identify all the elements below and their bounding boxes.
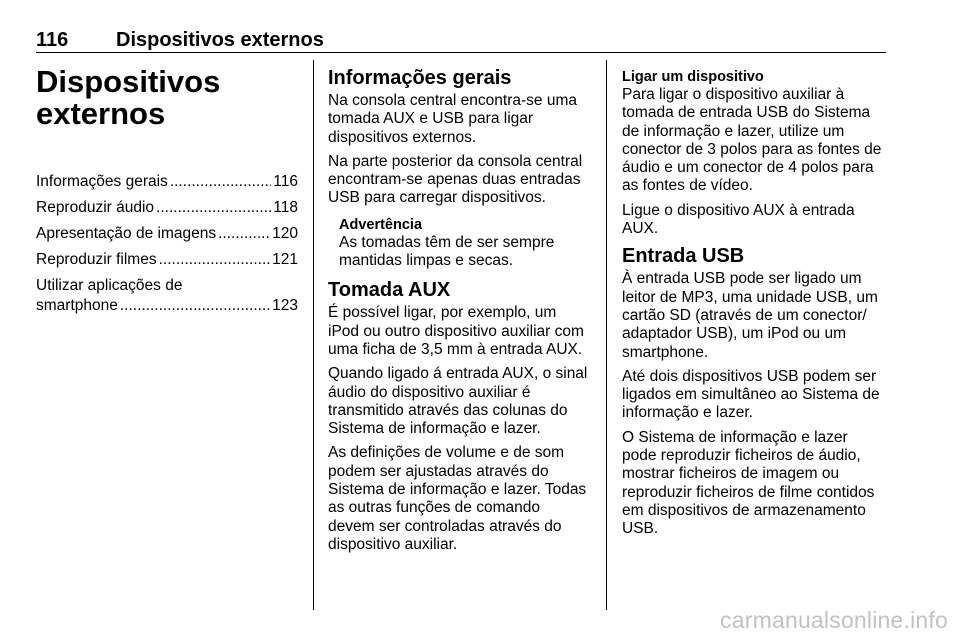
paragraph: À entrada USB pode ser ligado um leitor de MP3, uma unidade USB, um cartão SD (através de um conector/ adaptador USB), um iPod ou um smartphone.	[622, 270, 878, 361]
heading-entrada-usb: Entrada USB	[622, 245, 745, 268]
column-right	[622, 60, 886, 545]
paragraph: Ligue o dispositivo AUX à entrada AUX.	[622, 201, 855, 238]
paragraph: Na parte posterior da consola central encontram-se apenas duas entradas USB para carregar dispositivos.	[328, 152, 583, 207]
toc-entry-utilizar-aplicacoes[interactable]: Utilizar aplicações de smartphone ..... 123	[36, 276, 298, 316]
header-rule	[36, 52, 886, 53]
paragraph: Para ligar o dispositivo auxiliar à tomada de entrada USB do Sistema de informação e lazer, utilize um conector de 3 polos para as fontes de áudio e um conector de 4 polos para as fontes de vídeo.	[622, 86, 882, 195]
page-number: 116	[36, 29, 69, 51]
paragraph: Na consola central encontra-se uma tomada AUX e USB para ligar dispositivos externos.	[328, 92, 577, 146]
toc-leader	[120, 296, 270, 316]
table-of-contents	[36, 172, 298, 316]
paragraph: As definições de volume e de som podem ser ajustadas através do Sistema de informação e lazer. Todas as outras funções de comando devem ser controladas através do dispositivo auxiliar.	[328, 444, 587, 553]
toc-leader	[218, 224, 270, 244]
note-title: Advertência	[339, 216, 423, 233]
paragraph: Até dois dispositivos USB podem ser ligados em simultâneo ao Sistema de informação e lazer.	[622, 367, 880, 422]
toc-leader	[156, 198, 271, 218]
heading-informacoes-gerais: Informações gerais	[328, 67, 512, 89]
note-text: As tomadas têm de ser sempre mantidas limpas e secas.	[339, 233, 555, 270]
running-title: Dispositivos externos	[116, 29, 324, 51]
column-middle	[328, 60, 590, 560]
column-divider-1	[313, 60, 314, 610]
toc-entry-informacoes-gerais[interactable]: Informações gerais ..... 116	[36, 172, 298, 192]
warning-note	[339, 216, 590, 271]
toc-leader	[170, 172, 271, 192]
column-left	[36, 60, 298, 322]
toc-leader	[159, 250, 271, 270]
paragraph: É possível ligar, por exemplo, um iPod ou outro dispositivo auxiliar com uma ficha de 3,5 mm à entrada AUX.	[328, 304, 584, 358]
toc-entry-apresentacao-imagens[interactable]: Apresentação de imagens ..... 120	[36, 224, 298, 244]
page-header	[36, 28, 886, 52]
heading-tomada-aux: Tomada AUX	[328, 279, 451, 302]
toc-entry-reproduzir-filmes[interactable]: Reproduzir filmes ..... 121	[36, 250, 298, 270]
column-divider-2	[606, 60, 607, 610]
watermark: carmanualsonline.info	[720, 607, 948, 633]
paragraph: O Sistema de informação e lazer pode reproduzir ficheiros de áudio, mostrar ficheiros de imagem ou reproduzir ficheiros de filme contidos em dispositivos de armazenamento USB.	[622, 428, 875, 538]
toc-entry-reproduzir-audio[interactable]: Reproduzir áudio ..... 118	[36, 198, 298, 218]
chapter-title: Dispositivos externos	[36, 64, 221, 131]
heading-ligar-dispositivo: Ligar um dispositivo	[622, 69, 764, 85]
paragraph: Quando ligado á entrada AUX, o sinal áudio do dispositivo auxiliar é transmitido através das colunas do Sistema de informação e lazer.	[328, 365, 588, 438]
